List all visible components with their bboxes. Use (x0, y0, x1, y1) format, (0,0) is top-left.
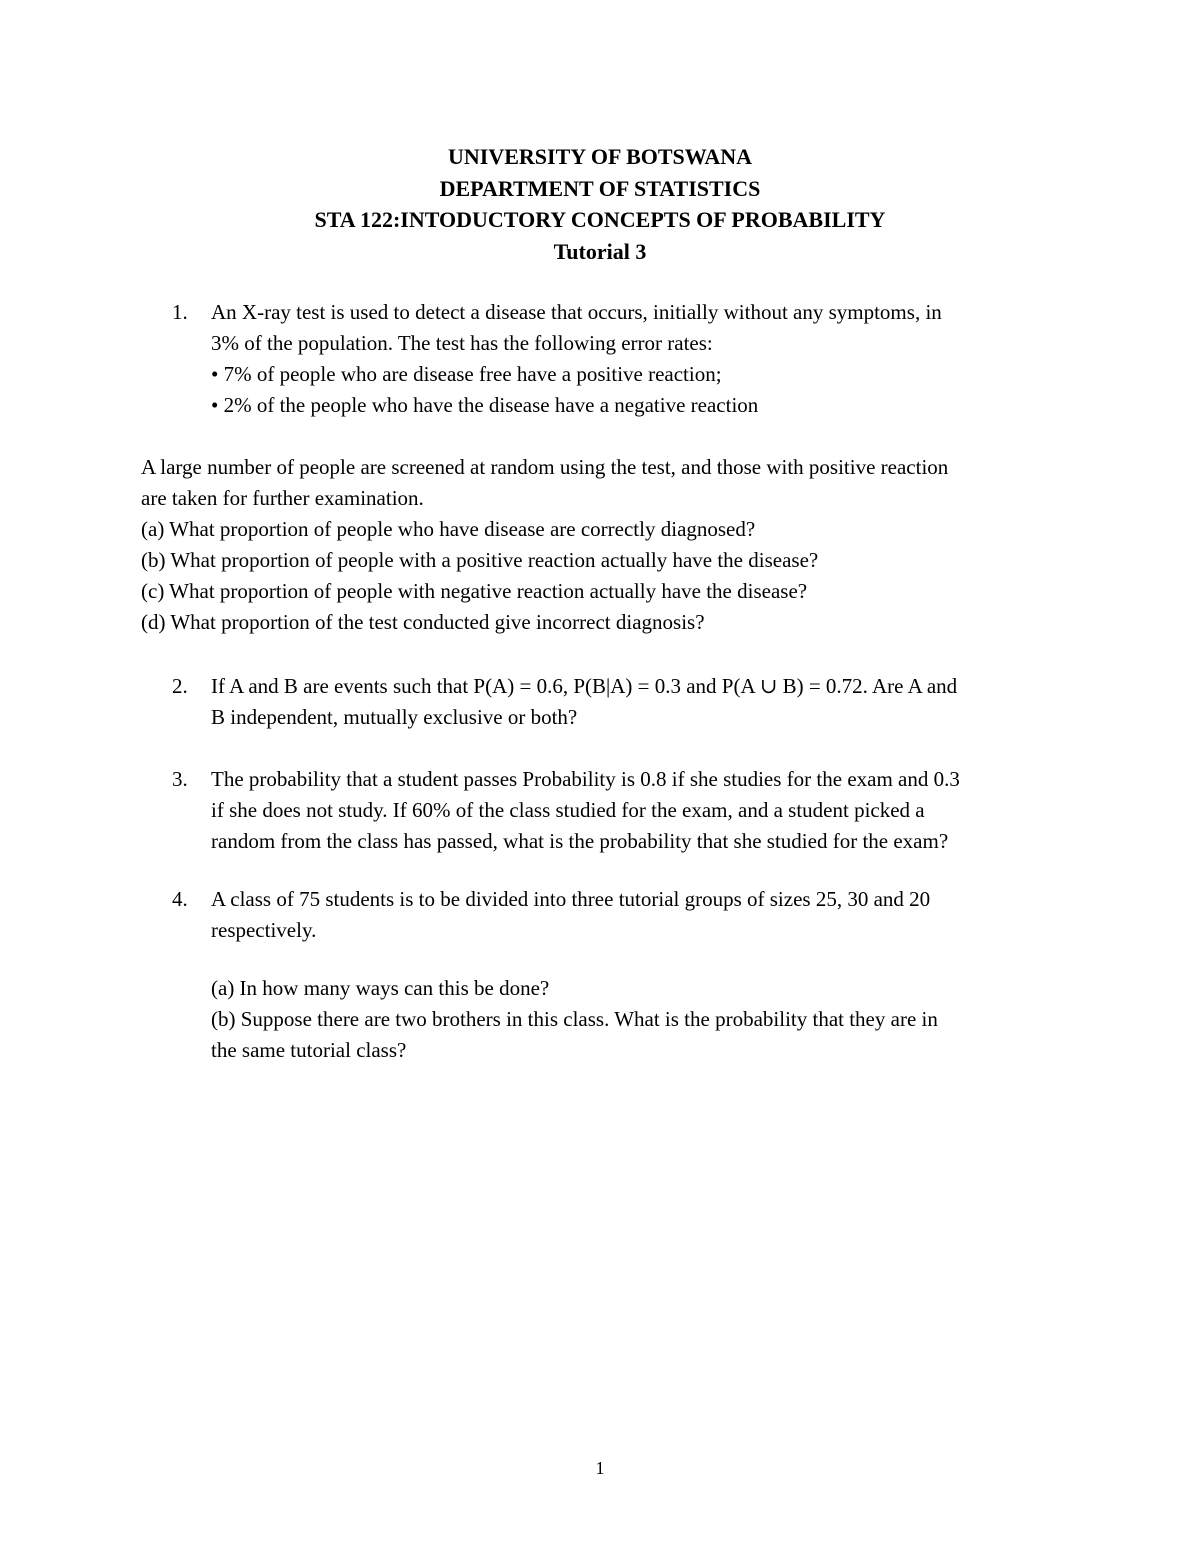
tutorial-title: Tutorial 3 (553, 238, 647, 264)
sub-question-b-continued: the same tutorial class? (211, 1038, 407, 1062)
question-text: are taken for further examination. (141, 486, 424, 510)
question-text: random from the class has passed, what is the probability that she studied for the exam? (211, 829, 949, 853)
question-number: 3. (172, 767, 188, 791)
bullet-item: • 7% of people who are disease free have a positive reaction; (211, 362, 722, 386)
question-text: B independent, mutually exclusive or both? (211, 705, 578, 729)
question-number: 1. (172, 300, 188, 324)
sub-question-b: (b) What proportion of people with a positive reaction actually have the disease? (141, 548, 819, 572)
sub-question-a: (a) In how many ways can this be done? (211, 976, 550, 1000)
question-number: 2. (172, 674, 188, 698)
sub-question-d: (d) What proportion of the test conducted give incorrect diagnosis? (141, 610, 705, 634)
question-text: A large number of people are screened at random using the test, and those with positive reaction (141, 455, 949, 479)
bullet-item: • 2% of the people who have the disease have a negative reaction (211, 393, 759, 417)
page-number: 1 (595, 1458, 605, 1478)
question-text: A class of 75 students is to be divided into three tutorial groups of sizes 25, 30 and 20 (211, 887, 931, 911)
sub-question-a: (a) What proportion of people who have disease are correctly diagnosed? (141, 517, 756, 541)
question-text: The probability that a student passes Probability is 0.8 if she studies for the exam and 0.3 (211, 767, 960, 791)
document-header (0, 141, 1200, 267)
question-text: An X-ray test is used to detect a disease that occurs, initially without any symptoms, in (211, 300, 942, 324)
department-name: DEPARTMENT OF STATISTICS (439, 175, 761, 201)
sub-question-b: (b) Suppose there are two brothers in this class. What is the probability that they are in (211, 1007, 938, 1031)
sub-question-c: (c) What proportion of people with negative reaction actually have the disease? (141, 579, 808, 603)
question-text: 3% of the population. The test has the following error rates: (211, 331, 713, 355)
question-number: 4. (172, 887, 188, 911)
question-text: If A and B are events such that P(A) = 0.6, P(B|A) = 0.3 and P(A ∪ B) = 0.72. Are A and (211, 674, 958, 698)
question-text: respectively. (211, 918, 317, 942)
question-text: if she does not study. If 60% of the class studied for the exam, and a student picked a (211, 798, 925, 822)
university-name: UNIVERSITY OF BOTSWANA (448, 144, 752, 169)
course-title: STA 122:INTODUCTORY CONCEPTS OF PROBABILITY (314, 207, 886, 232)
